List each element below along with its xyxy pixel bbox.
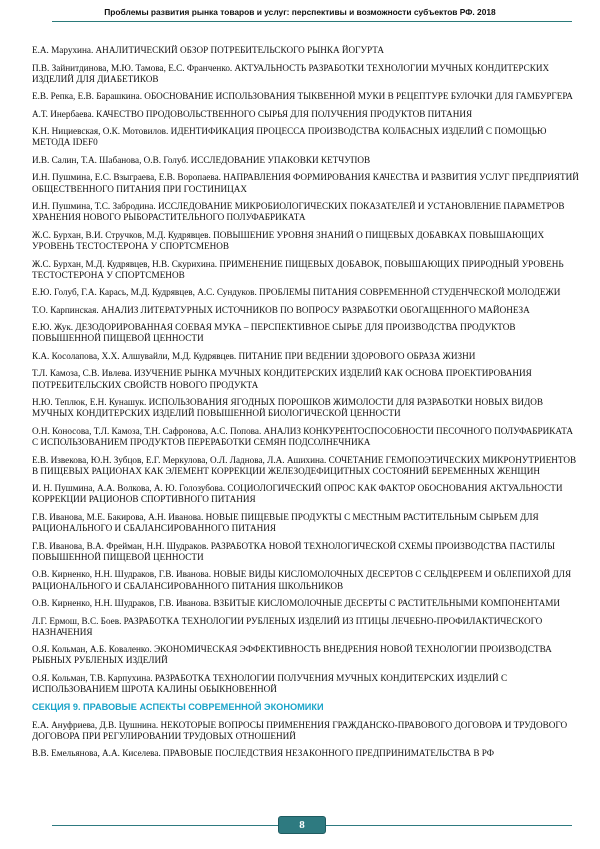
contents-entry: А.Т. Инербаева. КАЧЕСТВО ПРОДОВОЛЬСТВЕННОГО СЫРЬЯ ДЛЯ ПОЛУЧЕНИЯ ПРОДУКТОВ ПИТАНИЯ xyxy=(32,108,473,119)
page-number-badge: 8 xyxy=(278,816,326,834)
contents-entry: Ж.С. Бурхан, В.И. Стручков, М.Д. Кудрявцев. ПОВЫШЕНИЕ УРОВНЯ ЗНАНИЙ О ПИЩЕВЫХ ДОБАВКАХ ПОВЫШАЮЩИХ УРОВЕНЬ ТЕСТОСТЕРОНА У СПОРТСМЕНОВ xyxy=(32,229,545,252)
header-rule xyxy=(52,21,572,22)
contents-entry: О.В. Кирненко, Н.Н. Шудраков, Г.В. Иванова. ВЗБИТЫЕ КИСЛОМОЛОЧНЫЕ ДЕСЕРТЫ С РАСТИТЕЛЬНЫМИ КОМПОНЕНТАМИ xyxy=(32,598,561,609)
contents-entry: Т.О. Карпинская. АНАЛИЗ ЛИТЕРАТУРНЫХ ИСТОЧНИКОВ ПО ВОПРОСУ РАЗРАБОТКИ ОБОГАЩЕННОГО МАЙОНЕЗА xyxy=(32,304,530,315)
contents-entry: О.Н. Коносова, Т.Л. Камоза, Т.Н. Сафронова, А.С. Попова. АНАЛИЗ КОНКУРЕНТОСПОСОБНОСТИ ПЕСОЧНОГО ПОЛУФАБРИКАТА С ИСПОЛЬЗОВАНИЕМ ПРОДУКТОВ ПЕРЕРАБОТКИ СЕМЯН ПОДСОЛНЕЧНИКА xyxy=(32,425,574,448)
contents-entry: Е.В. Извекова, Ю.Н. Зубцов, Е.Г. Меркулова, О.Л. Ладнова, Л.А. Ашихина. СОЧЕТАНИЕ ГЕМОПОЭТИЧЕСКИХ МИКРОНУТРИЕНТОВ В ПИЩЕВЫХ РАЦИОНАХ КАК ЭЛЕМЕНТ КОРРЕКЦИИ ЖЕЛЕЗОДЕФИЦИТНЫХ СОСТОЯНИЙ БЕРЕМЕННЫХ ЖЕНЩИН xyxy=(32,454,577,476)
contents-entry: Е.Ю. Жук. ДЕЗОДОРИРОВАННАЯ СОЕВАЯ МУКА – ПЕРСПЕКТИВНОЕ СЫРЬЕ ДЛЯ ПРОИЗВОДСТВА ПРОДУКТОВ ПОВЫШЕННОЙ ПИЩЕВОЙ ЦЕННОСТИ xyxy=(32,322,516,344)
contents-entry: Г.В. Иванова, В.А. Фрейман, Н.Н. Шудраков. РАЗРАБОТКА НОВОЙ ТЕХНОЛОГИЧЕСКОЙ СХЕМЫ ПРОИЗВОДСТВА ПАСТИЛЫ ПОВЫШЕННОЙ ПИЩЕВОЙ ЦЕННОСТИ xyxy=(32,540,555,562)
contents-entry: Т.Л. Камоза, С.В. Ивлева. ИЗУЧЕНИЕ РЫНКА МУЧНЫХ КОНДИТЕРСКИХ ИЗДЕЛИЙ КАК ОСНОВА ПРОЕКТИРОВАНИЯ ПОТРЕБИТЕЛЬСКИХ СВОЙСТВ НОВОГО ПРОДУКТА xyxy=(32,368,532,390)
contents-entry: Е.А. Марухина. АНАЛИТИЧЕСКИЙ ОБЗОР ПОТРЕБИТЕЛЬСКОГО РЫНКА ЙОГУРТА xyxy=(32,45,385,55)
contents-entry: Е.В. Репка, Е.В. Барашкина. ОБОСНОВАНИЕ ИСПОЛЬЗОВАНИЯ ТЫКВЕННОЙ МУКИ В РЕЦЕПТУРЕ БУЛОЧКИ ДЛЯ ГАМБУРГЕРА xyxy=(32,91,573,102)
contents-entry: Г.В. Иванова, М.Е. Бакирова, А.Н. Иванова. НОВЫЕ ПИЩЕВЫЕ ПРОДУКТЫ С МЕСТНЫМ РАСТИТЕЛЬНЫМ СЫРЬЕМ ДЛЯ РАЦИОНАЛЬНОГО И СБАЛАНСИРОВАННОГО ПИТАНИЯ xyxy=(32,511,539,534)
contents-entry: Е.Ю. Голуб, Г.А. Карась, М.Д. Кудрявцев, А.С. Сундуков. ПРОБЛЕМЫ ПИТАНИЯ СОВРЕМЕННОЙ СТУДЕНЧЕСКОЙ МОЛОДЕЖИ xyxy=(32,287,561,298)
entries-before-section xyxy=(32,45,580,695)
contents-entry: В.В. Емельянова, А.А. Киселева. ПРАВОВЫЕ ПОСЛЕДСТВИЯ НЕЗАКОННОГО ПРЕДПРИНИМАТЕЛЬСТВА В РФ xyxy=(32,748,494,759)
contents-entry: И.Н. Пушмина, Т.С. Забродина. ИССЛЕДОВАНИЕ МИКРОБИОЛОГИЧЕСКИХ ПОКАЗАТЕЛЕЙ И УСТАНОВЛЕНИЕ ПАРАМЕТРОВ ХРАНЕНИЯ НОВОГО РЫБОРАСТИТЕЛЬНОГО ПОЛУФАБРИКАТА xyxy=(32,201,565,223)
section-title: СЕКЦИЯ 9. ПРАВОВЫЕ АСПЕКТЫ СОВРЕМЕННОЙ ЭКОНОМИКИ xyxy=(32,701,324,712)
contents-entry: О.Я. Кольман, Т.В. Карпухина. РАЗРАБОТКА ТЕХНОЛОГИИ ПОЛУЧЕНИЯ МУЧНЫХ КОНДИТЕРСКИХ ИЗДЕЛИЙ С ИСПОЛЬЗОВАНИЕМ ШРОТА КАЛИНЫ ОБЫКНОВЕННОЙ xyxy=(32,672,508,695)
contents-entry: О.В. Кирненко, Н.Н. Шудраков, Г.В. Иванова. НОВЫЕ ВИДЫ КИСЛОМОЛОЧНЫХ ДЕСЕРТОВ С СЕЛЬДЕРЕЕМ И ОБЛЕПИХОЙ ДЛЯ РАЦИОНАЛЬНОГО И СБАЛАНСИРОВАННОГО ПИТАНИЯ ШКОЛЬНИКОВ xyxy=(32,569,572,591)
contents-entry: Л.Г. Ермош, В.С. Боев. РАЗРАБОТКА ТЕХНОЛОГИИ РУБЛЕНЫХ ИЗДЕЛИЙ ИЗ ПТИЦЫ ЛЕЧЕБНО-ПРОФИЛАКТИЧЕСКОГО НАЗНАЧЕНИЯ xyxy=(32,615,543,637)
contents-list xyxy=(32,45,580,766)
contents-entry: Ж.С. Бурхан, М.Д. Кудрявцев, Н.В. Скурихина. ПРИМЕНЕНИЕ ПИЩЕВЫХ ДОБАВОК, ПОВЫШАЮЩИХ ПРИРОДНЫЙ УРОВЕНЬ ТЕСТОСТЕРОНА У СПОРТСМЕНОВ xyxy=(32,258,564,280)
contents-entry: И.В. Салин, Т.А. Шабанова, О.В. Голуб. ИССЛЕДОВАНИЕ УПАКОВКИ КЕТЧУПОВ xyxy=(32,154,371,165)
contents-entry: Е.А. Ануфриева, Д.В. Цушнина. НЕКОТОРЫЕ ВОПРОСЫ ПРИМЕНЕНИЯ ГРАЖДАНСКО-ПРАВОВОГО ДОГОВОРА И ТРУДОВОГО ДОГОВОРА ПРИ РЕГУЛИРОВАНИИ ТРУДОВЫХ ОТНОШЕНИЙ xyxy=(32,719,568,741)
contents-entry: О.Я. Кольман, А.Б. Коваленко. ЭКОНОМИЧЕСКАЯ ЭФФЕКТИВНОСТЬ ВНЕДРЕНИЯ НОВОЙ ТЕХНОЛОГИИ ПРОИЗВОДСТВА РЫБНЫХ РУБЛЕНЫХ ИЗДЕЛИЙ xyxy=(32,644,552,666)
contents-entry: П.В. Зайнитдинова, М.Ю. Тамова, Е.С. Франченко. АКТУАЛЬНОСТЬ РАЗРАБОТКИ ТЕХНОЛОГИИ МУЧНЫХ КОНДИТЕРСКИХ ИЗДЕЛИЙ ДЛЯ ДИАБЕТИКОВ xyxy=(32,62,550,84)
entries-after-section xyxy=(32,720,580,760)
contents-entry: Н.Ю. Теплюк, Е.Н. Кунашук. ИСПОЛЬЗОВАНИЯ ЯГОДНЫХ ПОРОШКОВ ЖИМОЛОСТИ ДЛЯ РАЗРАБОТКИ НОВЫХ ВИДОВ МУЧНЫХ КОНДИТЕРСКИХ ИЗДЕЛИЙ ПОВЫШЕННОЙ БИОЛОГИЧЕСКОЙ ЦЕННОСТИ xyxy=(32,397,544,419)
contents-entry: И.Н. Пушмина, Е.С. Взыграева, Е.В. Воропаева. НАПРАВЛЕНИЯ ФОРМИРОВАНИЯ КАЧЕСТВА И РАЗВИТИЯ УСЛУГ ПРЕДПРИЯТИЙ ОБЩЕСТВЕННОГО ПИТАНИЯ ПРИ ГОСТИНИЦАХ xyxy=(32,172,579,194)
contents-entry: К.А. Косолапова, Х.Х. Алшувайли, М.Д. Кудрявцев. ПИТАНИЕ ПРИ ВЕДЕНИИ ЗДОРОВОГО ОБРАЗА ЖИЗНИ xyxy=(32,350,476,361)
contents-entry: К.Н. Нициевская, О.К. Мотовилов. ИДЕНТИФИКАЦИЯ ПРОЦЕССА ПРОИЗВОДСТВА КОЛБАСНЫХ ИЗДЕЛИЙ С ПОМОЩЬЮ МЕТОДА IDEF0 xyxy=(32,126,547,148)
contents-entry: И. Н. Пушмина, А.А. Волкова, А. Ю. Голозубова. СОЦИОЛОГИЧЕСКИЙ ОПРОС КАК ФАКТОР ОБОСНОВАНИЯ АКТУАЛЬНОСТИ КОРРЕКЦИИ РАЦИОНОВ СПОРТИВНОГО ПИТАНИЯ xyxy=(32,483,563,505)
running-header: Проблемы развития рынка товаров и услуг: перспективы и возможности субъектов РФ. 2018 xyxy=(104,7,496,17)
